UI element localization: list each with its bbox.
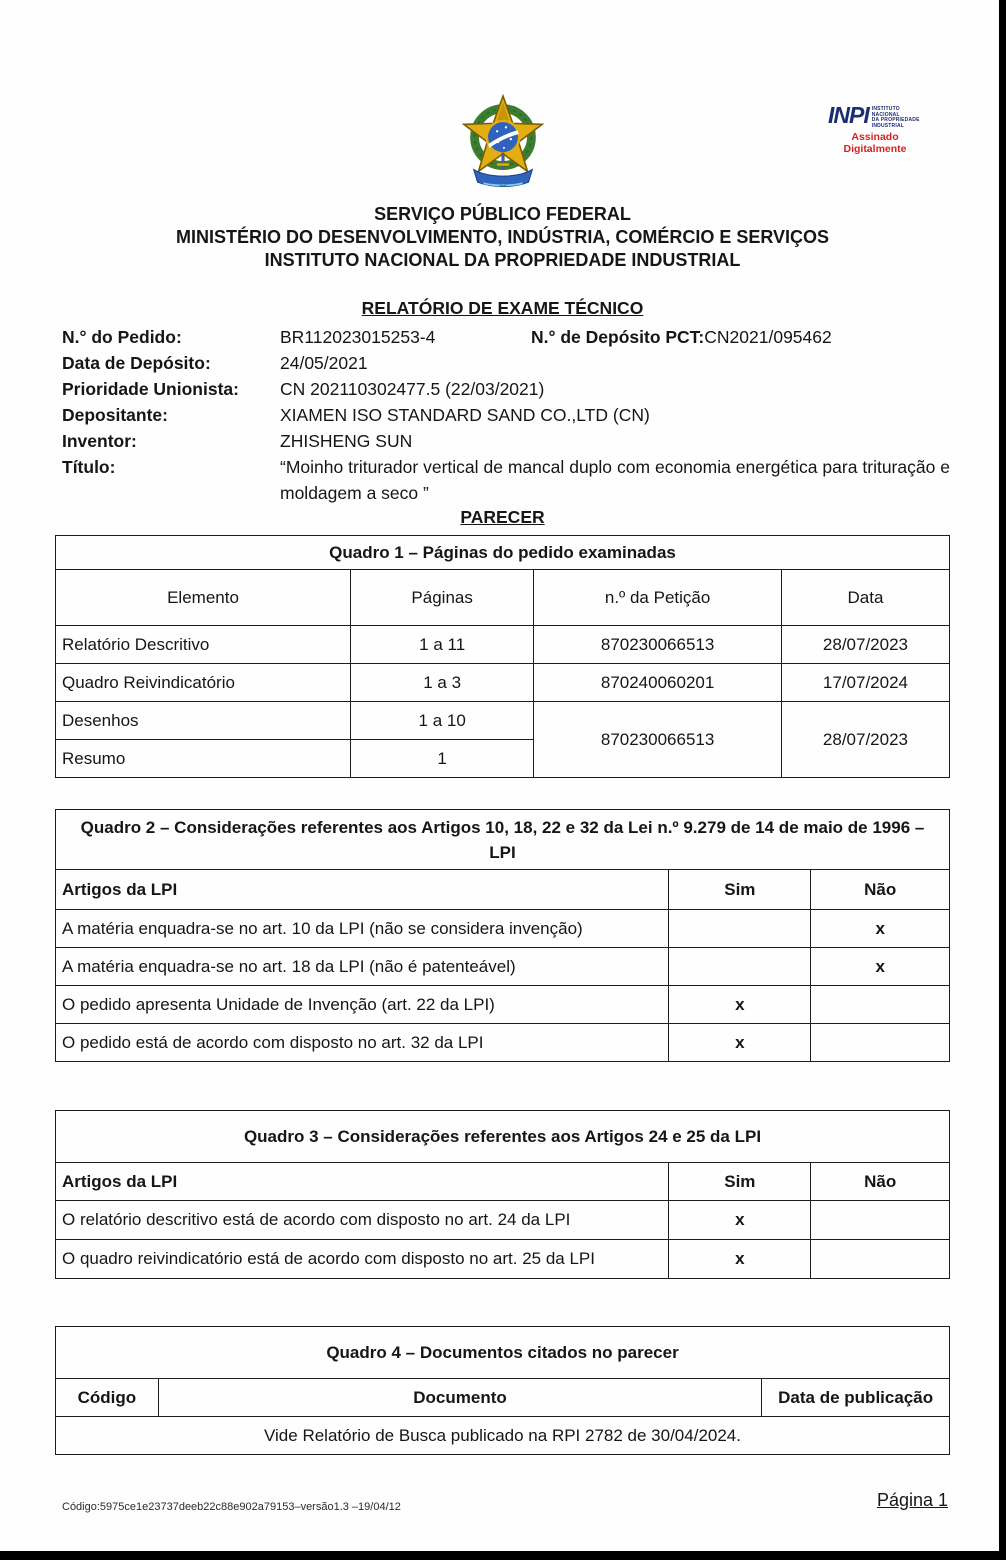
table-row — [56, 910, 950, 948]
pct-value: CN2021/095462 — [704, 327, 832, 347]
prioridade-value: CN 202110302477.5 (22/03/2021) — [280, 379, 545, 399]
gov-header-line2: MINISTÉRIO DO DESENVOLVIMENTO, INDÚSTRIA, COMÉRCIO E SERVIÇOS — [175, 227, 830, 247]
quadro1-header-row — [56, 570, 950, 626]
quadro2-title: Quadro 2 – Considerações referentes aos Artigos 10, 18, 22 e 32 da Lei n.º 9.279 de 14 de maio de 1996 – LPI — [56, 810, 950, 870]
sim-mark — [669, 948, 811, 986]
table-cell-merged: 28/07/2023 — [781, 702, 949, 778]
quadro2-header-row — [56, 870, 950, 910]
quadro3-table — [55, 1110, 950, 1279]
table-cell: 1 a 10 — [351, 702, 534, 740]
table-row — [56, 1024, 950, 1062]
quadro4-header-data: Data de publicação — [762, 1379, 950, 1417]
gov-header-line1: SERVIÇO PÚBLICO FEDERAL — [374, 204, 631, 224]
table-row — [56, 664, 950, 702]
table-row — [56, 702, 950, 740]
quadro2-header-sim: Sim — [669, 870, 811, 910]
sim-mark: x — [669, 1201, 811, 1240]
table-cell: O pedido está de acordo com disposto no art. 32 da LPI — [56, 1024, 669, 1062]
inventor-label: Inventor: — [62, 431, 137, 451]
table-cell: Quadro Reivindicatório — [56, 664, 351, 702]
table-cell: 1 a 3 — [351, 664, 534, 702]
quadro4-title: Quadro 4 – Documentos citados no parecer — [56, 1327, 950, 1379]
table-cell-merged: 870230066513 — [534, 702, 782, 778]
pedido-value: BR112023015253-4 — [280, 327, 436, 347]
table-row — [56, 1417, 950, 1455]
quadro1-title: Quadro 1 – Páginas do pedido examinadas — [56, 536, 950, 570]
scan-edge-bottom — [0, 1551, 1006, 1560]
quadro4-note: Vide Relatório de Busca publicado na RPI 2782 de 30/04/2024. — [56, 1417, 950, 1455]
gov-header — [55, 203, 950, 272]
quadro3-header-artigos: Artigos da LPI — [56, 1163, 669, 1201]
quadro3-header-row — [56, 1163, 950, 1201]
nao-mark: x — [811, 910, 950, 948]
quadro1-header-data: Data — [781, 570, 949, 626]
sim-mark: x — [669, 1240, 811, 1279]
scan-edge-right — [999, 0, 1006, 1552]
coat-of-arms-row — [55, 94, 950, 192]
table-cell: O pedido apresenta Unidade de Invenção (art. 22 da LPI) — [56, 986, 669, 1024]
deposito-label: Data de Depósito: — [62, 353, 211, 373]
table-row — [56, 948, 950, 986]
field-row-pedido — [62, 324, 950, 350]
quadro3-title-row — [56, 1111, 950, 1163]
page-content — [55, 0, 950, 1455]
footer-document-code: Código:5975ce1e23737deeb22c88e902a79153–versão1.3 –19/04/12 — [62, 1501, 401, 1513]
signed-line: Digitalmente — [843, 143, 907, 155]
table-cell: 1 — [351, 740, 534, 778]
quadro1-header-elemento: Elemento — [56, 570, 351, 626]
quadro1-table — [55, 535, 950, 778]
parecer-title: PARECER — [460, 507, 545, 527]
quadro2-title-row — [56, 810, 950, 870]
nao-mark — [811, 1024, 950, 1062]
field-row-prioridade — [62, 376, 950, 402]
table-cell: A matéria enquadra-se no art. 10 da LPI (não se considera invenção) — [56, 910, 669, 948]
titulo-label: Título: — [62, 457, 116, 477]
brazil-coat-of-arms-icon — [454, 94, 552, 192]
deposito-value: 24/05/2021 — [280, 353, 368, 373]
table-cell: Resumo — [56, 740, 351, 778]
nao-mark — [811, 986, 950, 1024]
quadro1-title-row — [56, 536, 950, 570]
table-row — [56, 1240, 950, 1279]
footer-page-number: Página 1 — [876, 1490, 948, 1510]
table-cell: 870240060201 — [534, 664, 782, 702]
report-title: RELATÓRIO DE EXAME TÉCNICO — [361, 298, 644, 318]
quadro2-header-artigos: Artigos da LPI — [56, 870, 669, 910]
field-row-depositante — [62, 402, 950, 428]
inpi-smallprint-line: INSTITUTO — [871, 106, 900, 112]
table-cell: Desenhos — [56, 702, 351, 740]
signed-line: Assinado — [851, 131, 899, 143]
pedido-label: N.° do Pedido: — [62, 327, 182, 347]
inventor-value: ZHISHENG SUN — [280, 431, 413, 451]
quadro4-header-documento: Documento — [158, 1379, 761, 1417]
field-row-titulo — [62, 454, 950, 506]
quadro1-header-peticao: n.º da Petição — [534, 570, 782, 626]
quadro4-header-codigo: Código — [56, 1379, 159, 1417]
nao-mark: x — [811, 948, 950, 986]
depositante-label: Depositante: — [62, 405, 168, 425]
prioridade-label: Prioridade Unionista: — [62, 379, 239, 399]
sim-mark: x — [669, 1024, 811, 1062]
nao-mark — [811, 1201, 950, 1240]
table-cell: A matéria enquadra-se no art. 18 da LPI (não é patenteável) — [56, 948, 669, 986]
request-fields — [62, 324, 950, 506]
quadro4-table — [55, 1326, 950, 1455]
inpi-smallprint-line: INDUSTRIAL — [871, 122, 905, 129]
table-cell: O relatório descritivo está de acordo com disposto no art. 24 da LPI — [56, 1201, 669, 1240]
table-cell: O quadro reivindicatório está de acordo com disposto no art. 25 da LPI — [56, 1240, 669, 1279]
quadro4-title-row — [56, 1327, 950, 1379]
table-cell: 28/07/2023 — [781, 626, 949, 664]
inpi-logo-text: INPI — [828, 102, 869, 128]
table-row — [56, 1201, 950, 1240]
table-row — [56, 626, 950, 664]
depositante-value: XIAMEN ISO STANDARD SAND CO.,LTD (CN) — [280, 405, 650, 425]
gov-header-line3: INSTITUTO NACIONAL DA PROPRIEDADE INDUSTRIAL — [264, 250, 741, 270]
table-cell: 17/07/2024 — [781, 664, 949, 702]
quadro3-title: Quadro 3 – Considerações referentes aos Artigos 24 e 25 da LPI — [56, 1111, 950, 1163]
pct-label: N.° de Depósito PCT: — [531, 327, 705, 347]
nao-mark — [811, 1240, 950, 1279]
field-row-inventor — [62, 428, 950, 454]
quadro1-header-paginas: Páginas — [351, 570, 534, 626]
table-row — [56, 986, 950, 1024]
quadro3-header-nao: Não — [811, 1163, 950, 1201]
quadro3-header-sim: Sim — [669, 1163, 811, 1201]
inpi-smallprint-line: NACIONAL — [871, 111, 900, 118]
sim-mark — [669, 910, 811, 948]
table-cell: Relatório Descritivo — [56, 626, 351, 664]
inpi-smallprint-line: DA PROPRIEDADE — [871, 117, 920, 123]
titulo-value: “Moinho triturador vertical de mancal duplo com economia energética para trituração e moldagem a seco ” — [280, 457, 950, 503]
pedido-value-group — [280, 324, 950, 350]
table-cell: 870230066513 — [534, 626, 782, 664]
quadro2-header-nao: Não — [811, 870, 950, 910]
quadro2-table — [55, 809, 950, 1062]
table-cell: 1 a 11 — [351, 626, 534, 664]
quadro4-header-row — [56, 1379, 950, 1417]
sim-mark: x — [669, 986, 811, 1024]
field-row-deposito — [62, 350, 950, 376]
